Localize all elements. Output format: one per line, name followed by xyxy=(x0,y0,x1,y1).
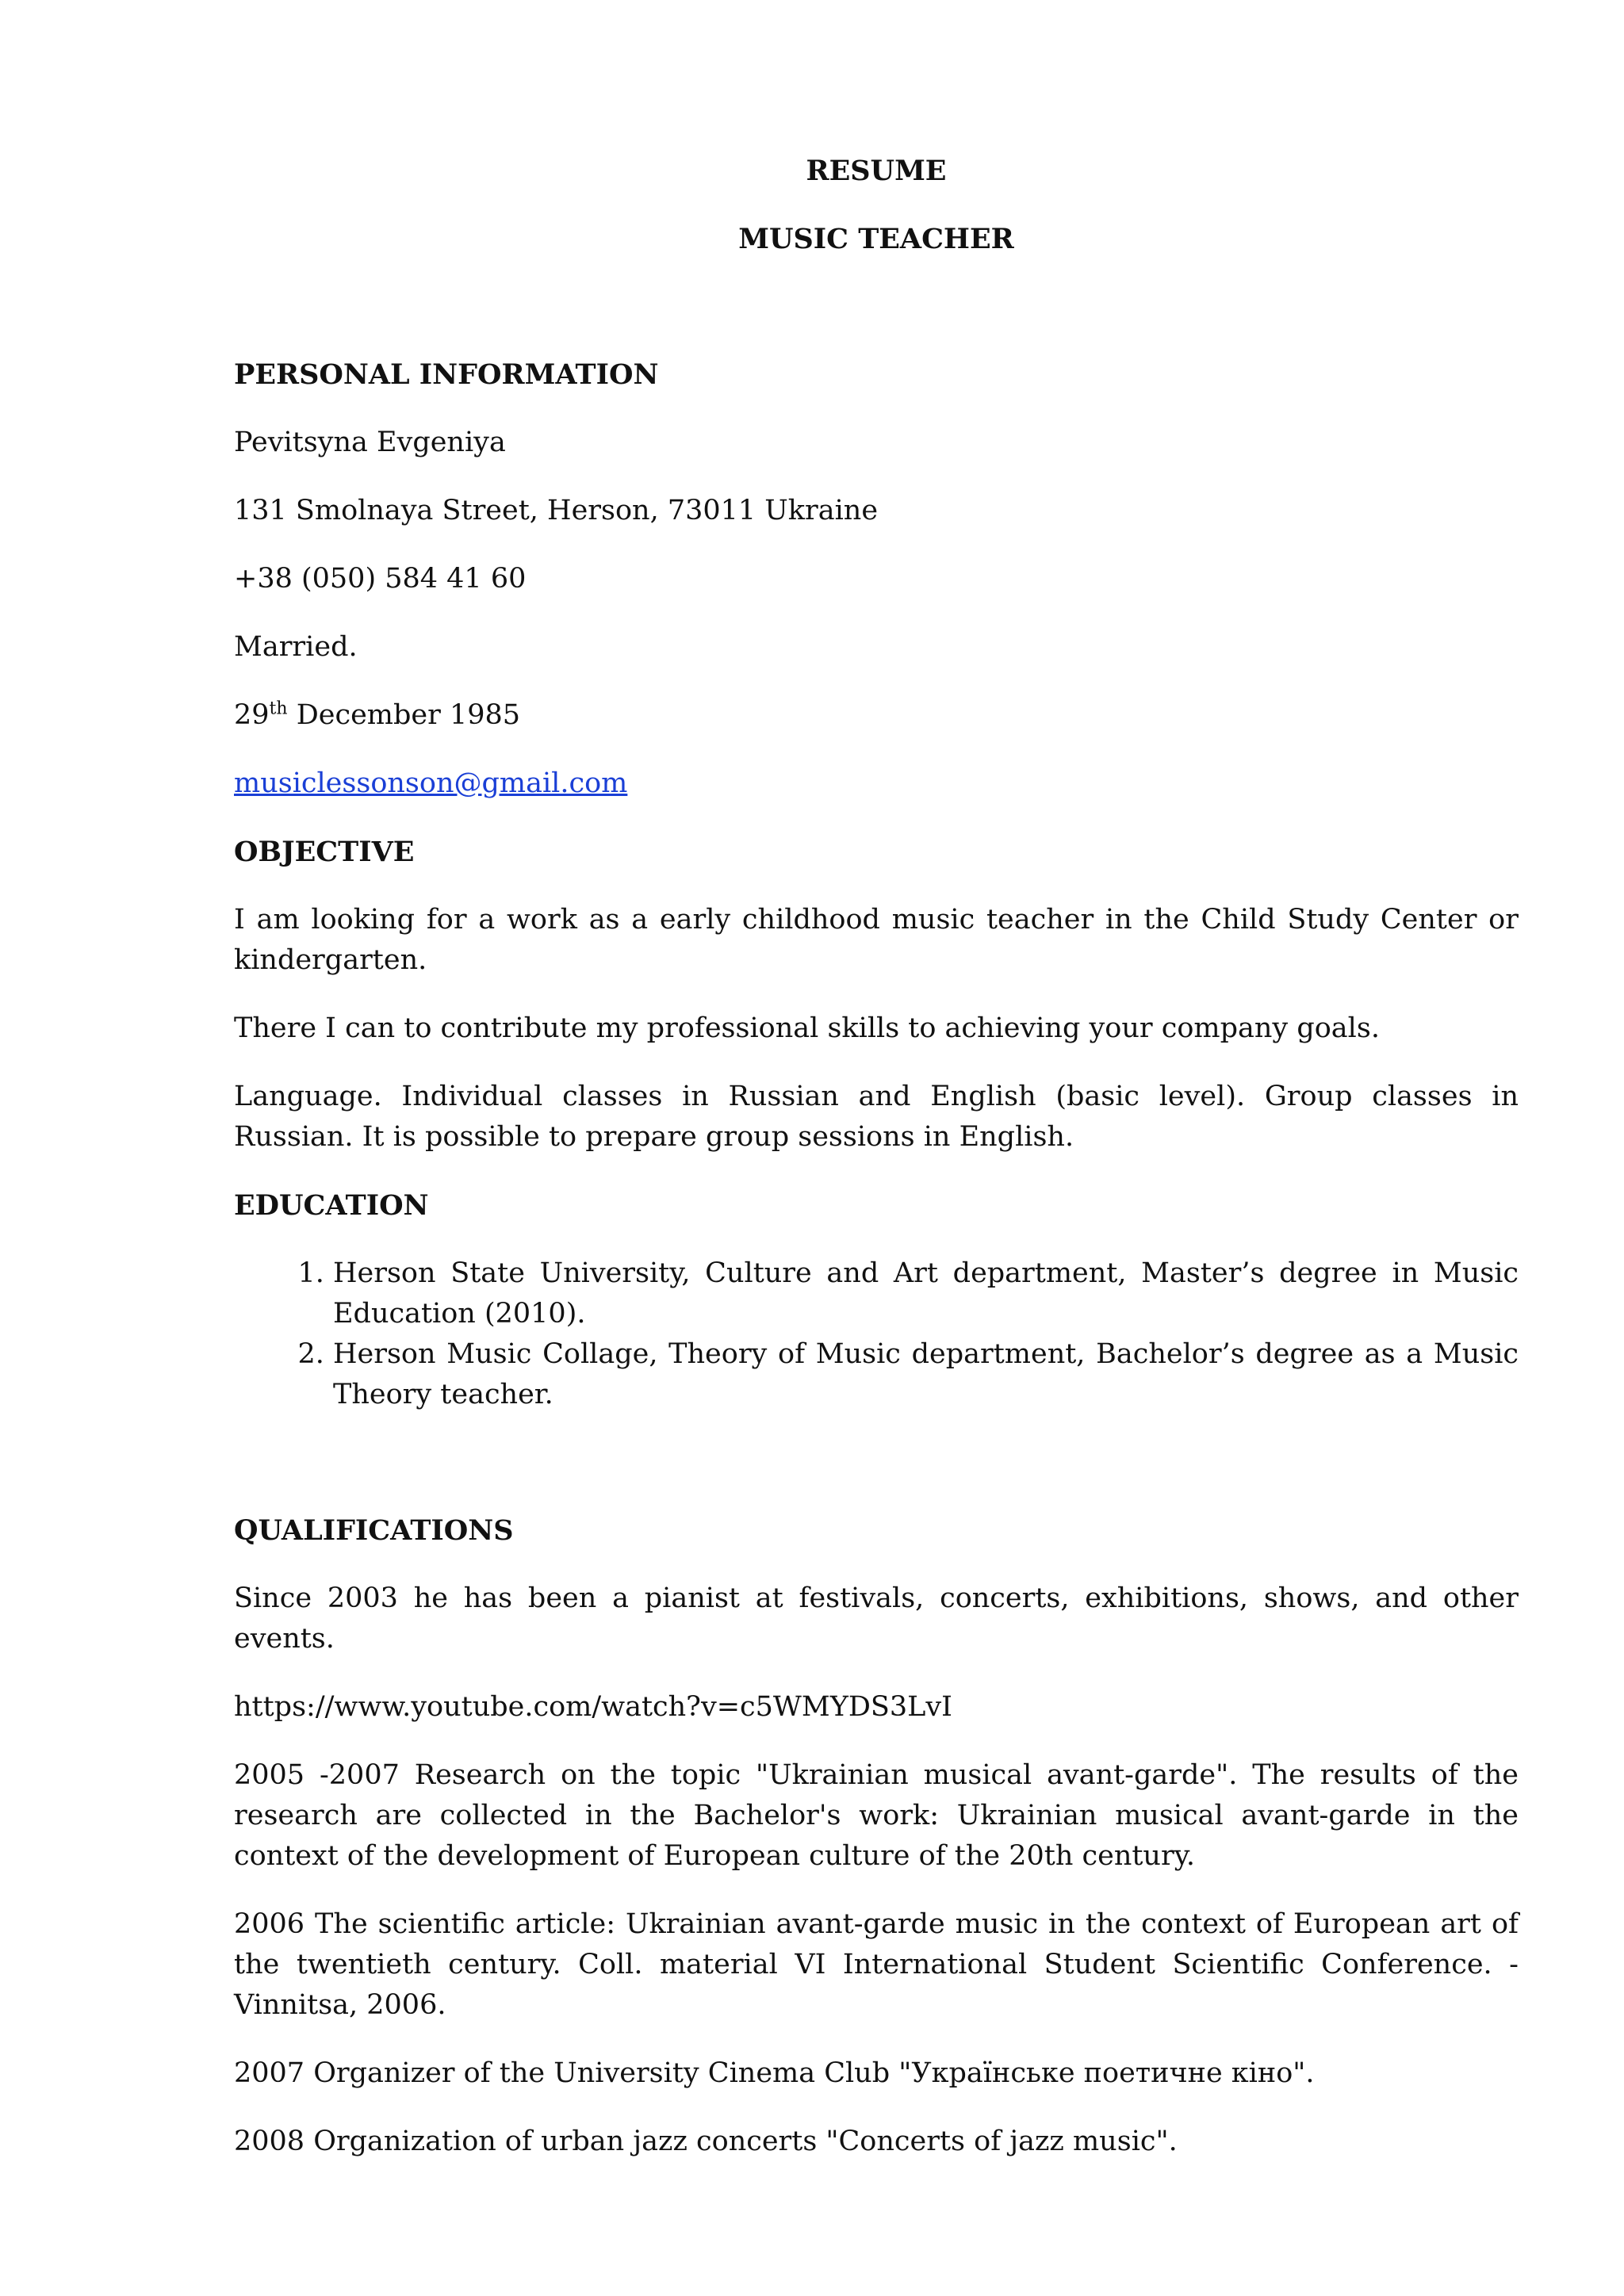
qualifications-heading: QUALIFICATIONS xyxy=(234,1514,514,1547)
qualifications-section xyxy=(234,1510,1519,2162)
person-name: Pevitsyna Evgeniya xyxy=(234,427,506,458)
objective-section xyxy=(234,832,1519,1158)
education-item: 2. Herson Music Collage, Theory of Music department, Bachelor’s degree as a Music Theory teacher. xyxy=(333,1334,1519,1415)
marital-status: Married. xyxy=(234,631,358,663)
email-line xyxy=(234,763,1519,804)
birth-month-year: December 1985 xyxy=(287,699,521,731)
objective-paragraph: I am looking for a work as a early childhood music teacher in the Child Study Center or kindergarten. xyxy=(234,904,1519,976)
personal-information-heading: PERSONAL INFORMATION xyxy=(234,358,659,391)
resume-subtitle: MUSIC TEACHER xyxy=(738,223,1014,255)
education-heading: EDUCATION xyxy=(234,1189,429,1222)
education-section xyxy=(234,1185,1519,1415)
objective-heading: OBJECTIVE xyxy=(234,836,415,868)
qualification-paragraph: 2005 -2007 Research on the topic "Ukrainian musical avant-garde". The results of the research are collected in the Bachelor's work: Ukrainian musical avant-garde in the context of the development of European culture of the 20th century. xyxy=(234,1759,1519,1872)
qualification-paragraph: 2008 Organization of urban jazz concerts "Concerts of jazz music". xyxy=(234,2126,1178,2157)
objective-paragraph: There I can to contribute my professional skills to achieving your company goals. xyxy=(234,1012,1380,1044)
youtube-url: https://www.youtube.com/watch?v=c5WMYDS3LvI xyxy=(234,1691,952,1723)
birth-day-suffix: th xyxy=(269,698,288,719)
resume-page xyxy=(234,151,1519,2190)
resume-title: RESUME xyxy=(806,155,947,187)
qualification-paragraph: Since 2003 he has been a pianist at festivals, concerts, exhibitions, shows, and other events. xyxy=(234,1582,1519,1655)
education-list xyxy=(234,1253,1519,1415)
person-phone: +38 (050) 584 41 60 xyxy=(234,563,527,595)
email-link[interactable]: musiclessonson@gmail.com xyxy=(234,767,628,799)
objective-paragraph: Language. Individual classes in Russian and English (basic level). Group classes in Russian. It is possible to prepare group sessions in English. xyxy=(234,1081,1519,1153)
qualification-paragraph: 2006 The scientific article: Ukrainian avant-garde music in the context of European art of the twentieth century. Coll. material VI International Student Scientific Conference. - Vinnitsa, 2006. xyxy=(234,1908,1519,2021)
person-address: 131 Smolnaya Street, Herson, 73011 Ukraine xyxy=(234,495,879,526)
birth-date xyxy=(234,695,1519,736)
personal-information-section xyxy=(234,354,1519,804)
birth-day: 29 xyxy=(234,699,270,731)
qualification-paragraph: 2007 Organizer of the University Cinema Club "Українське поетичне кіно". xyxy=(234,2057,1315,2089)
education-item: 1. Herson State University, Culture and Art department, Master’s degree in Music Education (2010). xyxy=(333,1253,1519,1334)
